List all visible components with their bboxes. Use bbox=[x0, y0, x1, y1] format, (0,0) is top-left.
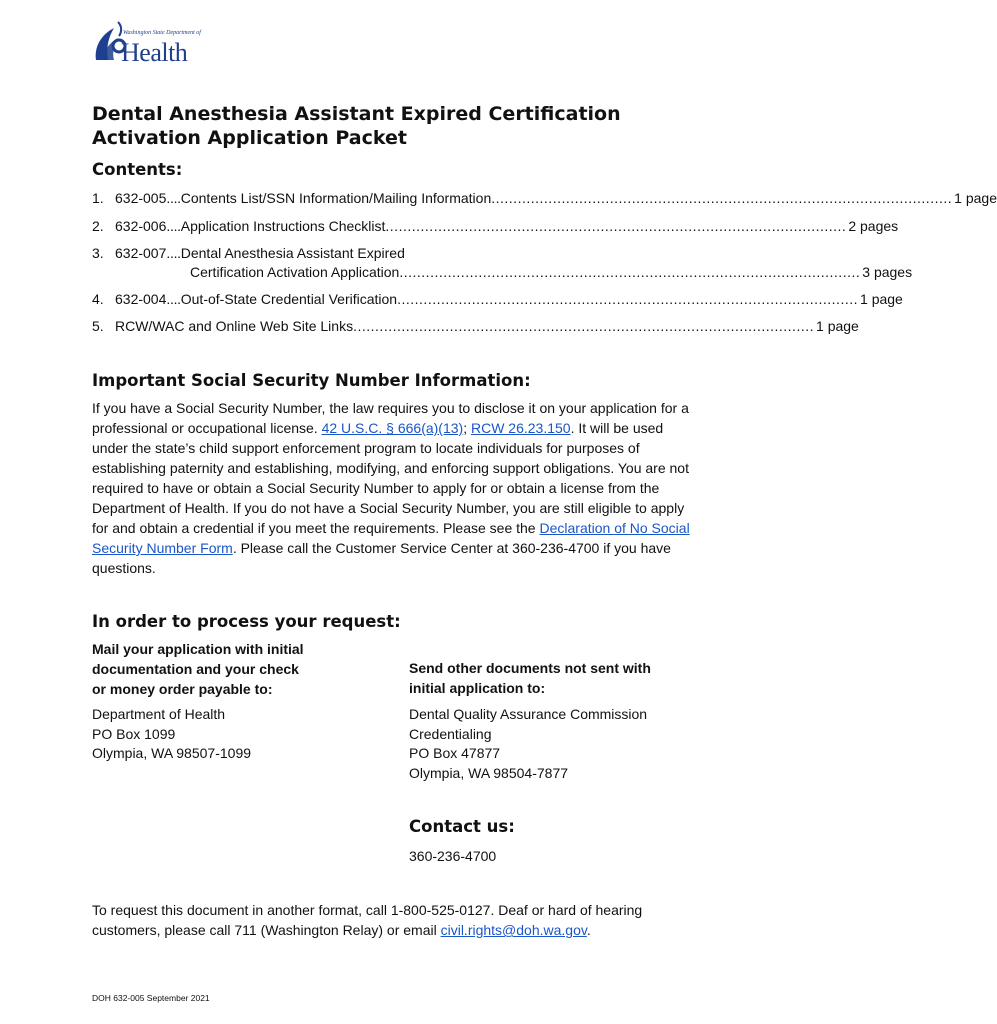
item-description-line-2: Certification Activation Application bbox=[190, 264, 400, 280]
item-pages: 3 pages bbox=[862, 264, 913, 280]
other-documents-address bbox=[409, 705, 647, 783]
other-heading-line: Send other documents not sent with bbox=[409, 660, 651, 676]
page-title bbox=[92, 102, 692, 150]
address-line: Department of Health bbox=[92, 706, 226, 722]
accessibility-note bbox=[92, 900, 652, 940]
dot-leader: ......................................................................................................... bbox=[399, 264, 861, 280]
item-code-dots: .... bbox=[166, 291, 181, 307]
item-code: 632-007 bbox=[115, 245, 167, 261]
civil-rights-email-link[interactable]: civil.rights@doh.wa.gov bbox=[440, 922, 587, 938]
mail-instructions-heading bbox=[92, 639, 304, 699]
list-item bbox=[92, 189, 997, 207]
title-line-2: Activation Application Packet bbox=[92, 127, 407, 149]
item-code: 632-006 bbox=[115, 218, 167, 234]
dot-leader: ......................................................................................................... bbox=[385, 218, 847, 234]
dot-leader: ......................................................................................................... bbox=[491, 190, 953, 206]
mail-heading-line: or money order payable to: bbox=[92, 681, 273, 697]
mail-address bbox=[92, 705, 251, 764]
accessibility-text: To request this document in another format, call 1-800-525-0127. Deaf or hard of hearing customers, please call 711 (Washington Relay) or email bbox=[92, 902, 643, 938]
item-pages: 2 pages bbox=[848, 218, 899, 234]
address-line: Credentialing bbox=[409, 725, 492, 742]
item-number: 1. bbox=[92, 190, 104, 206]
ssn-text-1: If you have a Social Security Number, the law requires you to disclose it on your application for a professional or occupational license. bbox=[92, 400, 689, 436]
logo-subtitle: Washington State Department of bbox=[123, 30, 201, 36]
list-item bbox=[92, 317, 859, 335]
list-item-continuation bbox=[190, 263, 913, 281]
item-description: Out-of-State Credential Verification bbox=[180, 291, 398, 307]
item-code-dots: .... bbox=[166, 190, 181, 206]
item-pages: 1 page bbox=[816, 318, 859, 334]
item-description: Application Instructions Checklist bbox=[180, 218, 386, 234]
item-description: RCW/WAC and Online Web Site Links bbox=[115, 318, 354, 334]
item-pages: 1 page bbox=[860, 291, 903, 307]
ssn-heading: Important Social Security Number Information: bbox=[92, 371, 531, 390]
item-code: 632-004 bbox=[115, 291, 167, 307]
list-item bbox=[92, 290, 903, 308]
title-line-1: Dental Anesthesia Assistant Expired Certification bbox=[92, 103, 621, 125]
item-code: 632-005 bbox=[115, 190, 167, 206]
mail-heading-line: Mail your application with initial bbox=[92, 641, 304, 657]
mail-heading-line: documentation and your check bbox=[92, 661, 299, 677]
other-heading-line: initial application to: bbox=[409, 680, 546, 696]
dot-leader: ......................................................................................................... bbox=[353, 318, 815, 334]
address-line: PO Box 47877 bbox=[409, 745, 501, 761]
other-documents-heading bbox=[409, 658, 651, 698]
item-number: 2. bbox=[92, 218, 104, 234]
ssn-text-3: . Please call the Customer Service Center at 360-236-4700 if you have questions. bbox=[92, 540, 671, 576]
item-number: 3. bbox=[92, 245, 104, 261]
declaration-form-link[interactable]: Declaration of No Social Security Number Form bbox=[92, 520, 690, 556]
address-line: PO Box 1099 bbox=[92, 725, 176, 742]
item-description: Contents List/SSN Information/Mailing Information bbox=[180, 190, 492, 206]
item-number: 4. bbox=[92, 291, 104, 307]
list-item bbox=[92, 244, 669, 262]
ssn-separator: ; bbox=[463, 420, 471, 436]
item-pages: 1 page bbox=[954, 190, 997, 206]
accessibility-end: . bbox=[586, 922, 591, 938]
process-heading: In order to process your request: bbox=[92, 612, 401, 631]
contact-phone: 360-236-4700 bbox=[409, 848, 497, 864]
item-description: Dental Anesthesia Assistant Expired bbox=[180, 245, 405, 261]
item-code-dots: .... bbox=[166, 218, 181, 234]
usc-link[interactable]: 42 U.S.C. § 666(a)(13) bbox=[321, 420, 464, 436]
item-number: 5. bbox=[92, 318, 104, 334]
rcw-link[interactable]: RCW 26.23.150 bbox=[470, 420, 571, 436]
dot-leader: ......................................................................................................... bbox=[397, 291, 859, 307]
document-id: DOH 632-005 September 2021 bbox=[92, 993, 210, 1003]
contents-heading: Contents: bbox=[92, 160, 183, 179]
ssn-paragraph bbox=[92, 398, 692, 578]
address-line: Dental Quality Assurance Commission bbox=[409, 706, 648, 722]
item-code-dots: .... bbox=[166, 245, 181, 261]
contact-heading: Contact us: bbox=[409, 817, 515, 836]
address-line: Olympia, WA 98504-7877 bbox=[409, 764, 569, 781]
ssn-text-2: . It will be used under the state’s child support enforcement program to locate individuals for purposes of establishing paternity and establishing, modifying, and enforcing support obligations. You are not required to have or obtain a Social Security Number to apply for or obtain a license from the Department of Health. If you do not have a Social Security Number, you are still eligible to apply for and obtain a credential if you meet the requirements. Please see the bbox=[92, 420, 689, 536]
address-line: Olympia, WA 98507-1099 bbox=[92, 745, 252, 761]
logo-text: Health bbox=[121, 38, 188, 67]
list-item bbox=[92, 217, 899, 235]
